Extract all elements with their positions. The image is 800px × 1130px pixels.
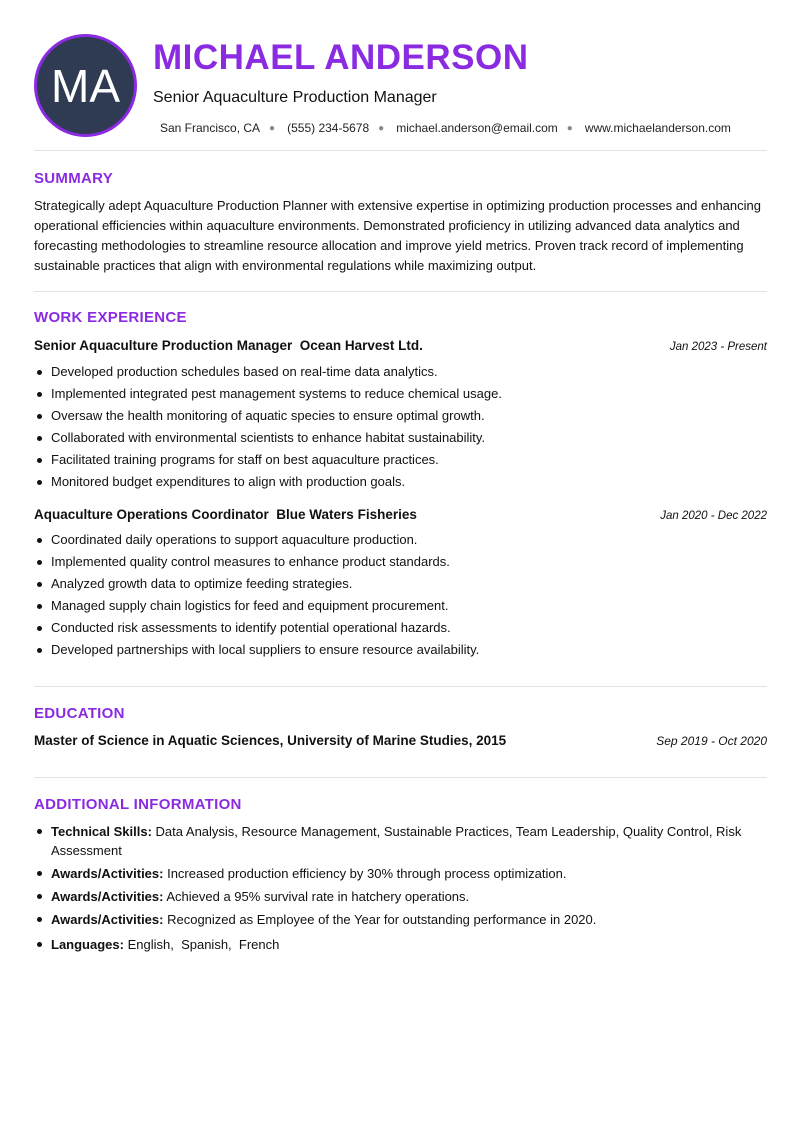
- info-text: Recognized as Employee of the Year for outstanding performance in 2020.: [167, 912, 597, 927]
- list-item: [34, 910, 767, 929]
- job-role: Aquaculture Operations Coordinator: [34, 507, 269, 522]
- list-item: [34, 864, 767, 883]
- list-item: Analyzed growth data to optimize feeding strategies.: [34, 573, 764, 595]
- info-label: Technical Skills:: [51, 824, 152, 839]
- list-item: Collaborated with environmental scientists to enhance habitat sustainability.: [34, 427, 764, 449]
- separator-dot: ●: [566, 122, 573, 134]
- contact-bar: [160, 121, 731, 135]
- job-company: Ocean Harvest Ltd.: [299, 338, 423, 353]
- summary-heading: SUMMARY: [34, 170, 114, 187]
- candidate-name: MICHAEL ANDERSON: [153, 38, 529, 77]
- education-dates: Sep 2019 - Oct 2020: [656, 734, 767, 748]
- experience-heading: WORK EXPERIENCE: [34, 309, 187, 326]
- candidate-title: Senior Aquaculture Production Manager: [153, 89, 437, 106]
- contact-phone: (555) 234-5678: [287, 121, 370, 135]
- separator-dot: ●: [269, 122, 276, 134]
- education-row: [34, 733, 767, 748]
- list-item: Monitored budget expenditures to align with production goals.: [34, 471, 764, 493]
- info-text: English, Spanish, French: [127, 937, 280, 952]
- job-dates: Jan 2020 - Dec 2022: [660, 510, 767, 522]
- divider: [34, 777, 767, 778]
- list-item: Implemented integrated pest management systems to reduce chemical usage.: [34, 383, 764, 405]
- list-item: Developed partnerships with local suppliers to ensure resource availability.: [34, 639, 764, 661]
- job-bullets: [34, 529, 764, 661]
- list-item: Developed production schedules based on real-time data analytics.: [34, 361, 764, 383]
- separator-dot: ●: [378, 122, 385, 134]
- contact-website: www.michaelanderson.com: [584, 121, 731, 135]
- job-role-line: [34, 338, 423, 353]
- divider: [34, 686, 767, 687]
- summary-text: Strategically adept Aquaculture Production Planner with extensive expertise in optimizing production processes and enhancing operational efficiencies within aquaculture environments. Demonstrated proficiency in utilizing advanced data analytics and forecasting methodologies to streamline resource allocation and improve yield metrics. Proven track record of implementing sustainable practices that align with environmental regulations while maximizing output.: [34, 198, 761, 273]
- list-item: Conducted risk assessments to identify potential operational hazards.: [34, 617, 764, 639]
- info-label: Awards/Activities:: [51, 912, 164, 927]
- list-item: [34, 822, 767, 860]
- info-label: Awards/Activities:: [51, 866, 164, 881]
- education-degree: Master of Science in Aquatic Sciences, University of Marine Studies, 2015: [34, 733, 507, 748]
- info-label: Languages:: [51, 937, 124, 952]
- info-text: Achieved a 95% survival rate in hatchery operations.: [166, 889, 470, 904]
- avatar-initials: MA: [51, 59, 120, 112]
- info-text: Increased production efficiency by 30% through process optimization.: [167, 866, 567, 881]
- divider: [34, 150, 767, 151]
- additional-list: [34, 822, 767, 958]
- list-item: Implemented quality control measures to enhance product standards.: [34, 551, 764, 573]
- additional-heading: ADDITIONAL INFORMATION: [34, 796, 242, 813]
- job-role-line: [34, 507, 417, 522]
- job-bullets: [34, 361, 764, 493]
- list-item: [34, 935, 767, 954]
- info-text: Data Analysis, Resource Management, Sustainable Practices, Team Leadership, Quality Control, Risk Assessment: [51, 824, 742, 858]
- contact-location: San Francisco, CA: [160, 121, 261, 135]
- contact-email: michael.anderson@email.com: [396, 121, 558, 135]
- list-item: Oversaw the health monitoring of aquatic species to ensure optimal growth.: [34, 405, 764, 427]
- job-header: [34, 338, 767, 353]
- list-item: [34, 887, 767, 906]
- job-dates: Jan 2023 - Present: [669, 341, 767, 353]
- job-role: Senior Aquaculture Production Manager: [34, 338, 293, 353]
- list-item: Managed supply chain logistics for feed and equipment procurement.: [34, 595, 764, 617]
- list-item: Facilitated training programs for staff on best aquaculture practices.: [34, 449, 764, 471]
- divider: [34, 291, 767, 292]
- education-heading: EDUCATION: [34, 705, 125, 722]
- list-item: Coordinated daily operations to support aquaculture production.: [34, 529, 764, 551]
- avatar: [34, 34, 137, 137]
- job-company: Blue Waters Fisheries: [276, 507, 417, 522]
- info-label: Awards/Activities:: [51, 889, 164, 904]
- job-header: [34, 507, 767, 522]
